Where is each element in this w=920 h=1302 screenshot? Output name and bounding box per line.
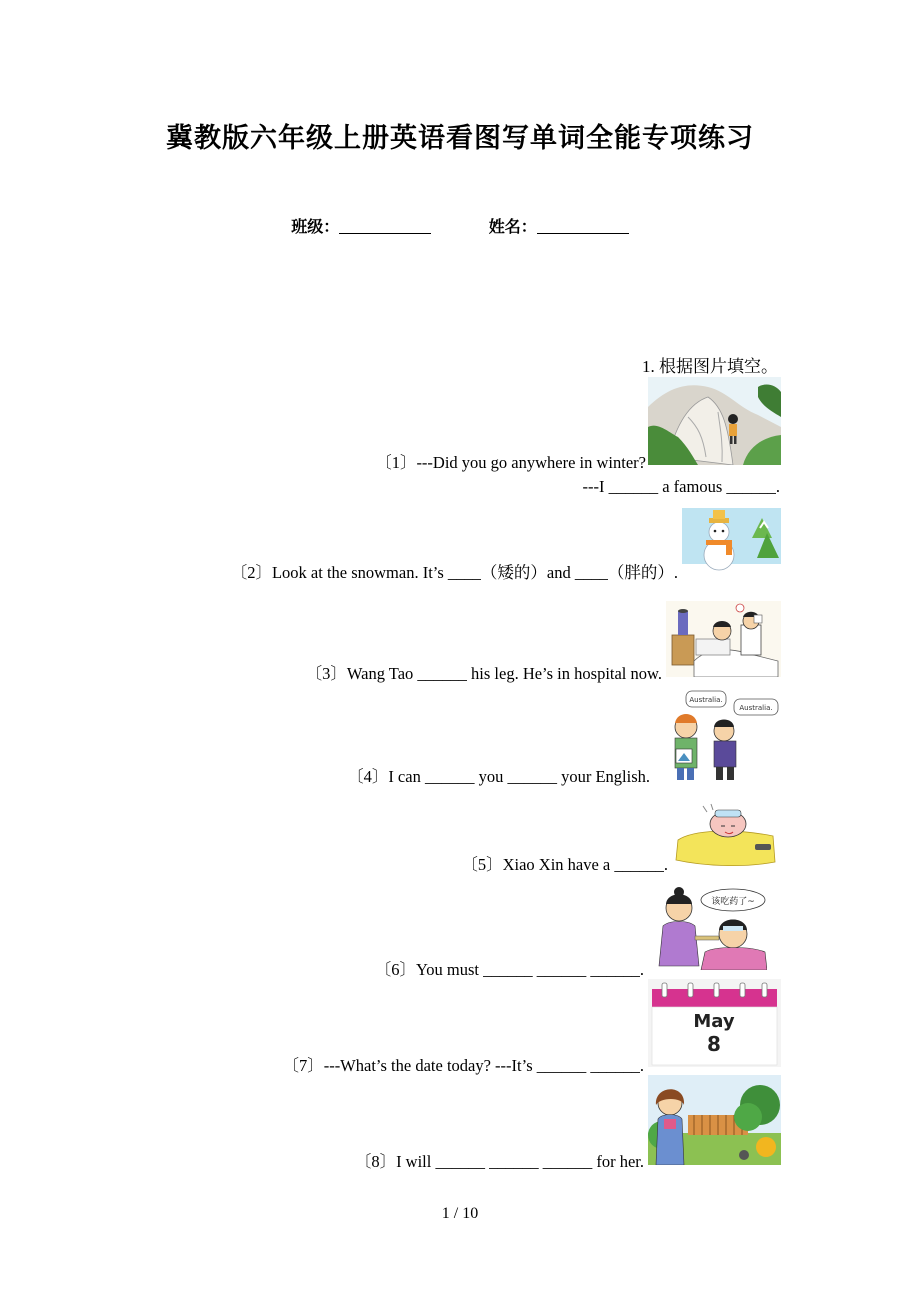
take-medicine-picture-icon (655, 886, 767, 970)
mountain-picture-icon (648, 377, 781, 465)
calendar-picture-icon (648, 979, 781, 1067)
question-5-line-1: 〔5〕Xiao Xin have a ______. (461, 855, 668, 874)
question-8-line-1: 〔8〕I will ______ ______ ______ for her. (354, 1152, 644, 1171)
garden-picture-icon (648, 1075, 781, 1165)
question-6-line-1: 〔6〕You must ______ ______ ______. (374, 960, 644, 979)
calendar-month-text: May (693, 1011, 735, 1032)
name-blank[interactable] (537, 217, 629, 234)
question-3-line-1: 〔3〕Wang Tao ______ his leg. He’s in hospital now. (305, 664, 662, 683)
name-label: 姓名： (488, 217, 537, 236)
page-title: 冀教版六年级上册英语看图写单词全能专项练习 (166, 123, 754, 154)
class-blank[interactable] (339, 217, 431, 234)
question-1-line-1: 〔1〕---Did you go anywhere in winter? (375, 453, 646, 472)
class-field (291, 214, 431, 237)
snowman-picture-icon (682, 508, 781, 576)
page-number: 1 / 10 (441, 1205, 479, 1222)
question-7-line-1: 〔7〕---What’s the date today? ---It’s ______ ______. (282, 1056, 644, 1075)
class-label: 班级： (291, 217, 340, 236)
question-4-line-1: 〔4〕I can ______ you ______ your English. (347, 767, 650, 786)
question-1-line-2: ---I ______ a famous ______. (582, 477, 780, 496)
question-2-line-1: 〔2〕Look at the snowman. It’s ____（矮的）and ____（胖的）. (230, 563, 678, 582)
hospital-picture-icon (666, 601, 781, 677)
bubble-a-text: Australia. (689, 696, 723, 704)
section-heading: 1. 根据图片填空。 (642, 357, 778, 376)
student-info (0, 214, 920, 237)
calendar-day-text: 8 (707, 1032, 721, 1056)
children-talking-picture-icon (650, 689, 781, 780)
bubble-b-text: Australia. (739, 704, 773, 712)
sick-in-bed-picture-icon (673, 800, 778, 868)
bubble-c-text: 该吃药了~ (711, 897, 755, 907)
name-field (489, 214, 629, 237)
